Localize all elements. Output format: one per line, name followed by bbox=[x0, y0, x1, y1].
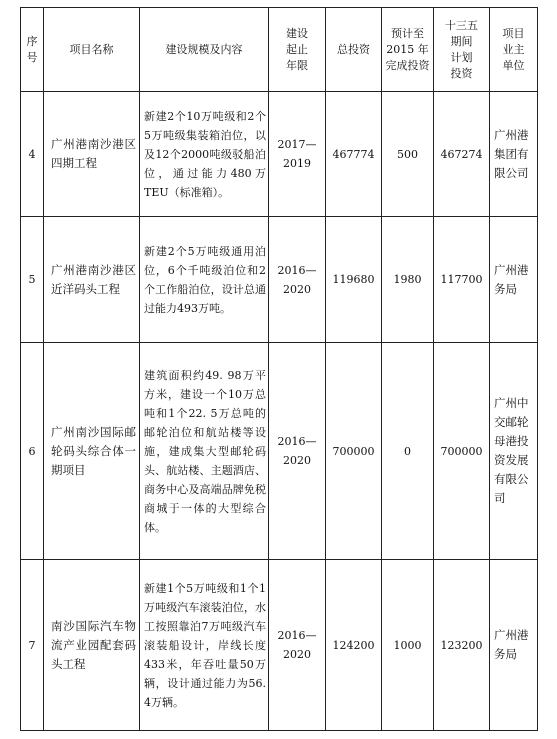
header-owner bbox=[490, 8, 538, 92]
header-by2015-line: 完成投资 bbox=[385, 58, 430, 72]
cell-seq: 5 bbox=[21, 217, 44, 343]
period-start: 2016— bbox=[277, 629, 317, 642]
header-period-line: 建设 bbox=[286, 26, 308, 40]
cell-seq: 7 bbox=[21, 560, 44, 731]
header-by2015-line: 预计至 bbox=[391, 26, 424, 40]
table-row bbox=[21, 92, 538, 217]
period-start: 2017— bbox=[277, 138, 317, 151]
table-row bbox=[21, 560, 538, 731]
header-owner-line: 业主 bbox=[502, 42, 525, 56]
header-by2015-line: 2015 年 bbox=[386, 42, 429, 56]
header-seq bbox=[21, 8, 44, 92]
header-scope: 建设规模及内容 bbox=[140, 8, 269, 92]
period-end: 2020 bbox=[283, 282, 311, 296]
header-plan135 bbox=[434, 8, 490, 92]
header-seq-line: 序 bbox=[26, 34, 38, 48]
cell-owner: 广州中交邮轮母港投资发展有限公司 bbox=[490, 343, 538, 560]
header-plan135-line: 计划 bbox=[450, 50, 473, 64]
header-period-line: 起止 bbox=[286, 42, 308, 56]
cell-plan-135: 123200 bbox=[434, 560, 490, 731]
header-plan135-line: 期间 bbox=[450, 34, 473, 48]
cell-scope: 新建1个5万吨级和1个1万吨级汽车滚装泊位，水工按照靠泊7万吨级汽车滚装船设计，岸线长度433米，年吞吐量50万辆，设计通过能力为56. 4万辆。 bbox=[140, 560, 269, 731]
header-owner-line: 项目 bbox=[502, 26, 525, 40]
cell-project-name: 南沙国际汽车物流产业园配套码头工程 bbox=[44, 560, 140, 731]
cell-project-name: 广州港南沙港区四期工程 bbox=[44, 92, 140, 217]
header-seq-line: 号 bbox=[26, 50, 38, 64]
header-period bbox=[269, 8, 326, 92]
cell-owner: 广州港务局 bbox=[490, 217, 538, 343]
cell-scope: 新建2个10万吨级和2个5万吨级集装箱泊位，以及12个2000吨级驳船泊位，通过能力480万TEU（标准箱）。 bbox=[140, 92, 269, 217]
header-by2015 bbox=[382, 8, 434, 92]
table-row bbox=[21, 343, 538, 560]
cell-investment-by-2015: 0 bbox=[382, 343, 434, 560]
cell-period bbox=[269, 560, 326, 731]
header-total: 总投资 bbox=[326, 8, 382, 92]
cell-seq: 6 bbox=[21, 343, 44, 560]
cell-scope: 新建2个5万吨级通用泊位，6个千吨级泊位和2个工作船泊位，设计总通过能力493万吨。 bbox=[140, 217, 269, 343]
cell-investment-by-2015: 500 bbox=[382, 92, 434, 217]
cell-seq: 4 bbox=[21, 92, 44, 217]
period-end: 2020 bbox=[283, 648, 311, 661]
cell-plan-135: 117700 bbox=[434, 217, 490, 343]
cell-total-investment: 124200 bbox=[326, 560, 382, 731]
table-row bbox=[21, 217, 538, 343]
header-plan135-line: 十三五 bbox=[445, 18, 478, 32]
header-name: 项目名称 bbox=[44, 8, 140, 92]
cell-total-investment: 119680 bbox=[326, 217, 382, 343]
cell-total-investment: 700000 bbox=[326, 343, 382, 560]
period-start: 2016— bbox=[277, 435, 317, 448]
header-row bbox=[21, 8, 538, 92]
cell-investment-by-2015: 1980 bbox=[382, 217, 434, 343]
cell-plan-135: 467274 bbox=[434, 92, 490, 217]
period-end: 2019 bbox=[283, 157, 311, 170]
cell-period bbox=[269, 92, 326, 217]
header-period-line: 年限 bbox=[286, 58, 308, 72]
cell-period bbox=[269, 217, 326, 343]
cell-total-investment: 467774 bbox=[326, 92, 382, 217]
header-plan135-line: 投资 bbox=[450, 66, 473, 80]
cell-owner: 广州港集团有限公司 bbox=[490, 92, 538, 217]
period-end: 2020 bbox=[283, 454, 311, 467]
cell-owner: 广州港务局 bbox=[490, 560, 538, 731]
cell-project-name: 广州南沙国际邮轮码头综合体一期项目 bbox=[44, 343, 140, 560]
period-start: 2016— bbox=[277, 263, 317, 277]
cell-project-name: 广州港南沙港区近洋码头工程 bbox=[44, 217, 140, 343]
cell-scope: 建筑面积约49. 98万平方米，建设一个10万总吨和1个22. 5万总吨的邮轮泊位和航站楼等设施，建成集大型邮轮码头、航站楼、主题酒店、商务中心及高端品牌免税商城于一体的大型综合体。 bbox=[140, 343, 269, 560]
cell-investment-by-2015: 1000 bbox=[382, 560, 434, 731]
cell-period bbox=[269, 343, 326, 560]
cell-plan-135: 700000 bbox=[434, 343, 490, 560]
header-owner-line: 单位 bbox=[502, 58, 525, 72]
project-table bbox=[20, 7, 538, 731]
